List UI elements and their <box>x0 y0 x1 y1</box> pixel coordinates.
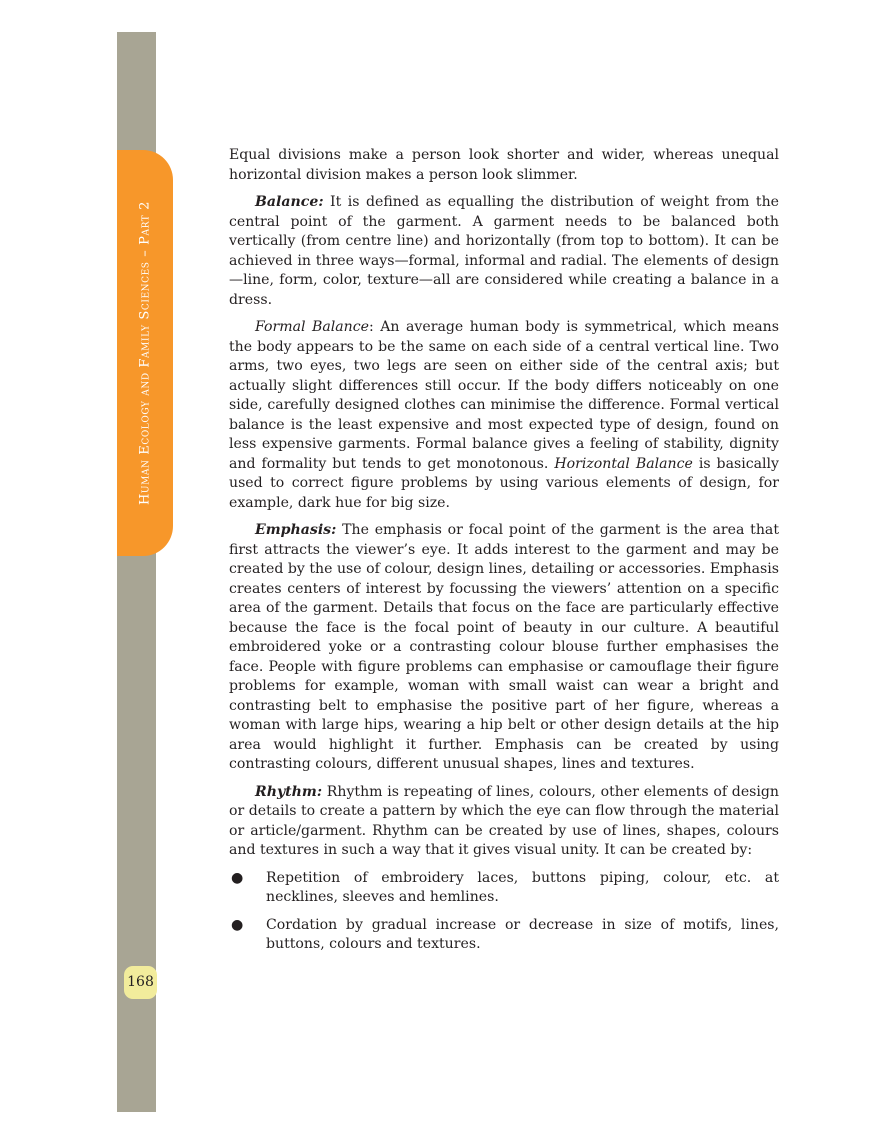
list-item-text: Repetition of embroidery laces, buttons piping, colour, etc. at necklines, sleeves and hemlines. <box>266 869 779 905</box>
page-number: 168 <box>124 966 157 999</box>
term-horizontal-balance: Horizontal Balance <box>554 455 693 472</box>
bullet-icon: ● <box>231 869 244 886</box>
term-rhythm: Rhythm: <box>255 783 323 800</box>
emphasis-text: The emphasis or focal point of the garment is the area that first attracts the viewer’s eye. It adds interest to the garment and may be created by the use of colour, design lines, detailing or accessories. Emphasis creates centers of interest by focussing the viewers’ attention on a specific area of the garment. Details that focus on the face are particularly effective because the face is the focal point of beauty in our culture. A beautiful embroidered yoke or a contrasting colour blouse further emphasises the face. People with figure problems can emphasise or camouflage their figure problems for example, woman with small waist can wear a bright and contrasting belt to emphasise the positive part of her figure, whereas a woman with large hips, wearing a hip belt or other design details at the hip area would highlight it further. Emphasis can be created by using contrasting colours, different unusual shapes, lines and textures. <box>229 522 779 772</box>
horizontal-balance-text: is basically used to correct figure problems by using various elements of design, for example, dark hue for big size. <box>229 455 779 511</box>
paragraph-formal-balance <box>229 318 779 513</box>
formal-balance-text: : An average human body is symmetrical, which means the body appears to be the same on each side of a central vertical line. Two arms, two eyes, two legs are seen on either side of the central axis; but actually slight differences still occur. If the body differs noticeably on one side, carefully designed clothes can minimise the difference. Formal vertical balance is the least expensive and most expected type of design, found on less expensive garments. Formal balance gives a feeling of stability, dignity and formality but tends to get monotonous. <box>229 319 779 472</box>
body-text <box>229 146 779 963</box>
term-emphasis: Emphasis: <box>255 522 337 538</box>
paragraph-equal-divisions: Equal divisions make a person look shorter and wider, whereas unequal horizontal division makes a person look slimmer. <box>229 147 779 183</box>
term-formal-balance: Formal Balance <box>255 319 369 335</box>
paragraph-rhythm <box>229 783 779 861</box>
paragraph-emphasis <box>229 521 779 775</box>
bullet-icon: ● <box>231 916 244 933</box>
rhythm-text: Rhythm is repeating of lines, colours, other elements of design or details to create a pattern by which the eye can flow through the material or article/garment. Rhythm can be created by use of lines, shapes, colours and textures in such a way that it gives visual unity. It can be created by: <box>229 783 779 858</box>
list-item-text: Cordation by gradual increase or decrease in size of motifs, lines, buttons, colours and textures. <box>266 916 779 952</box>
list-item <box>229 869 779 908</box>
bullet-list <box>229 869 779 955</box>
list-item <box>229 916 779 955</box>
balance-text: It is defined as equalling the distribution of weight from the central point of the garment. A garment needs to be balanced both vertically (from centre line) and horizontally (from top to bottom). It can be achieved in three ways—formal, informal and radial. The elements of design—line, form, color, texture—all are considered while creating a balance in a dress. <box>229 194 779 308</box>
paragraph-balance <box>229 193 779 310</box>
sidebar-title: Human Ecology and Family Sciences – Part 2 <box>137 201 153 505</box>
term-balance: Balance: <box>255 194 324 210</box>
